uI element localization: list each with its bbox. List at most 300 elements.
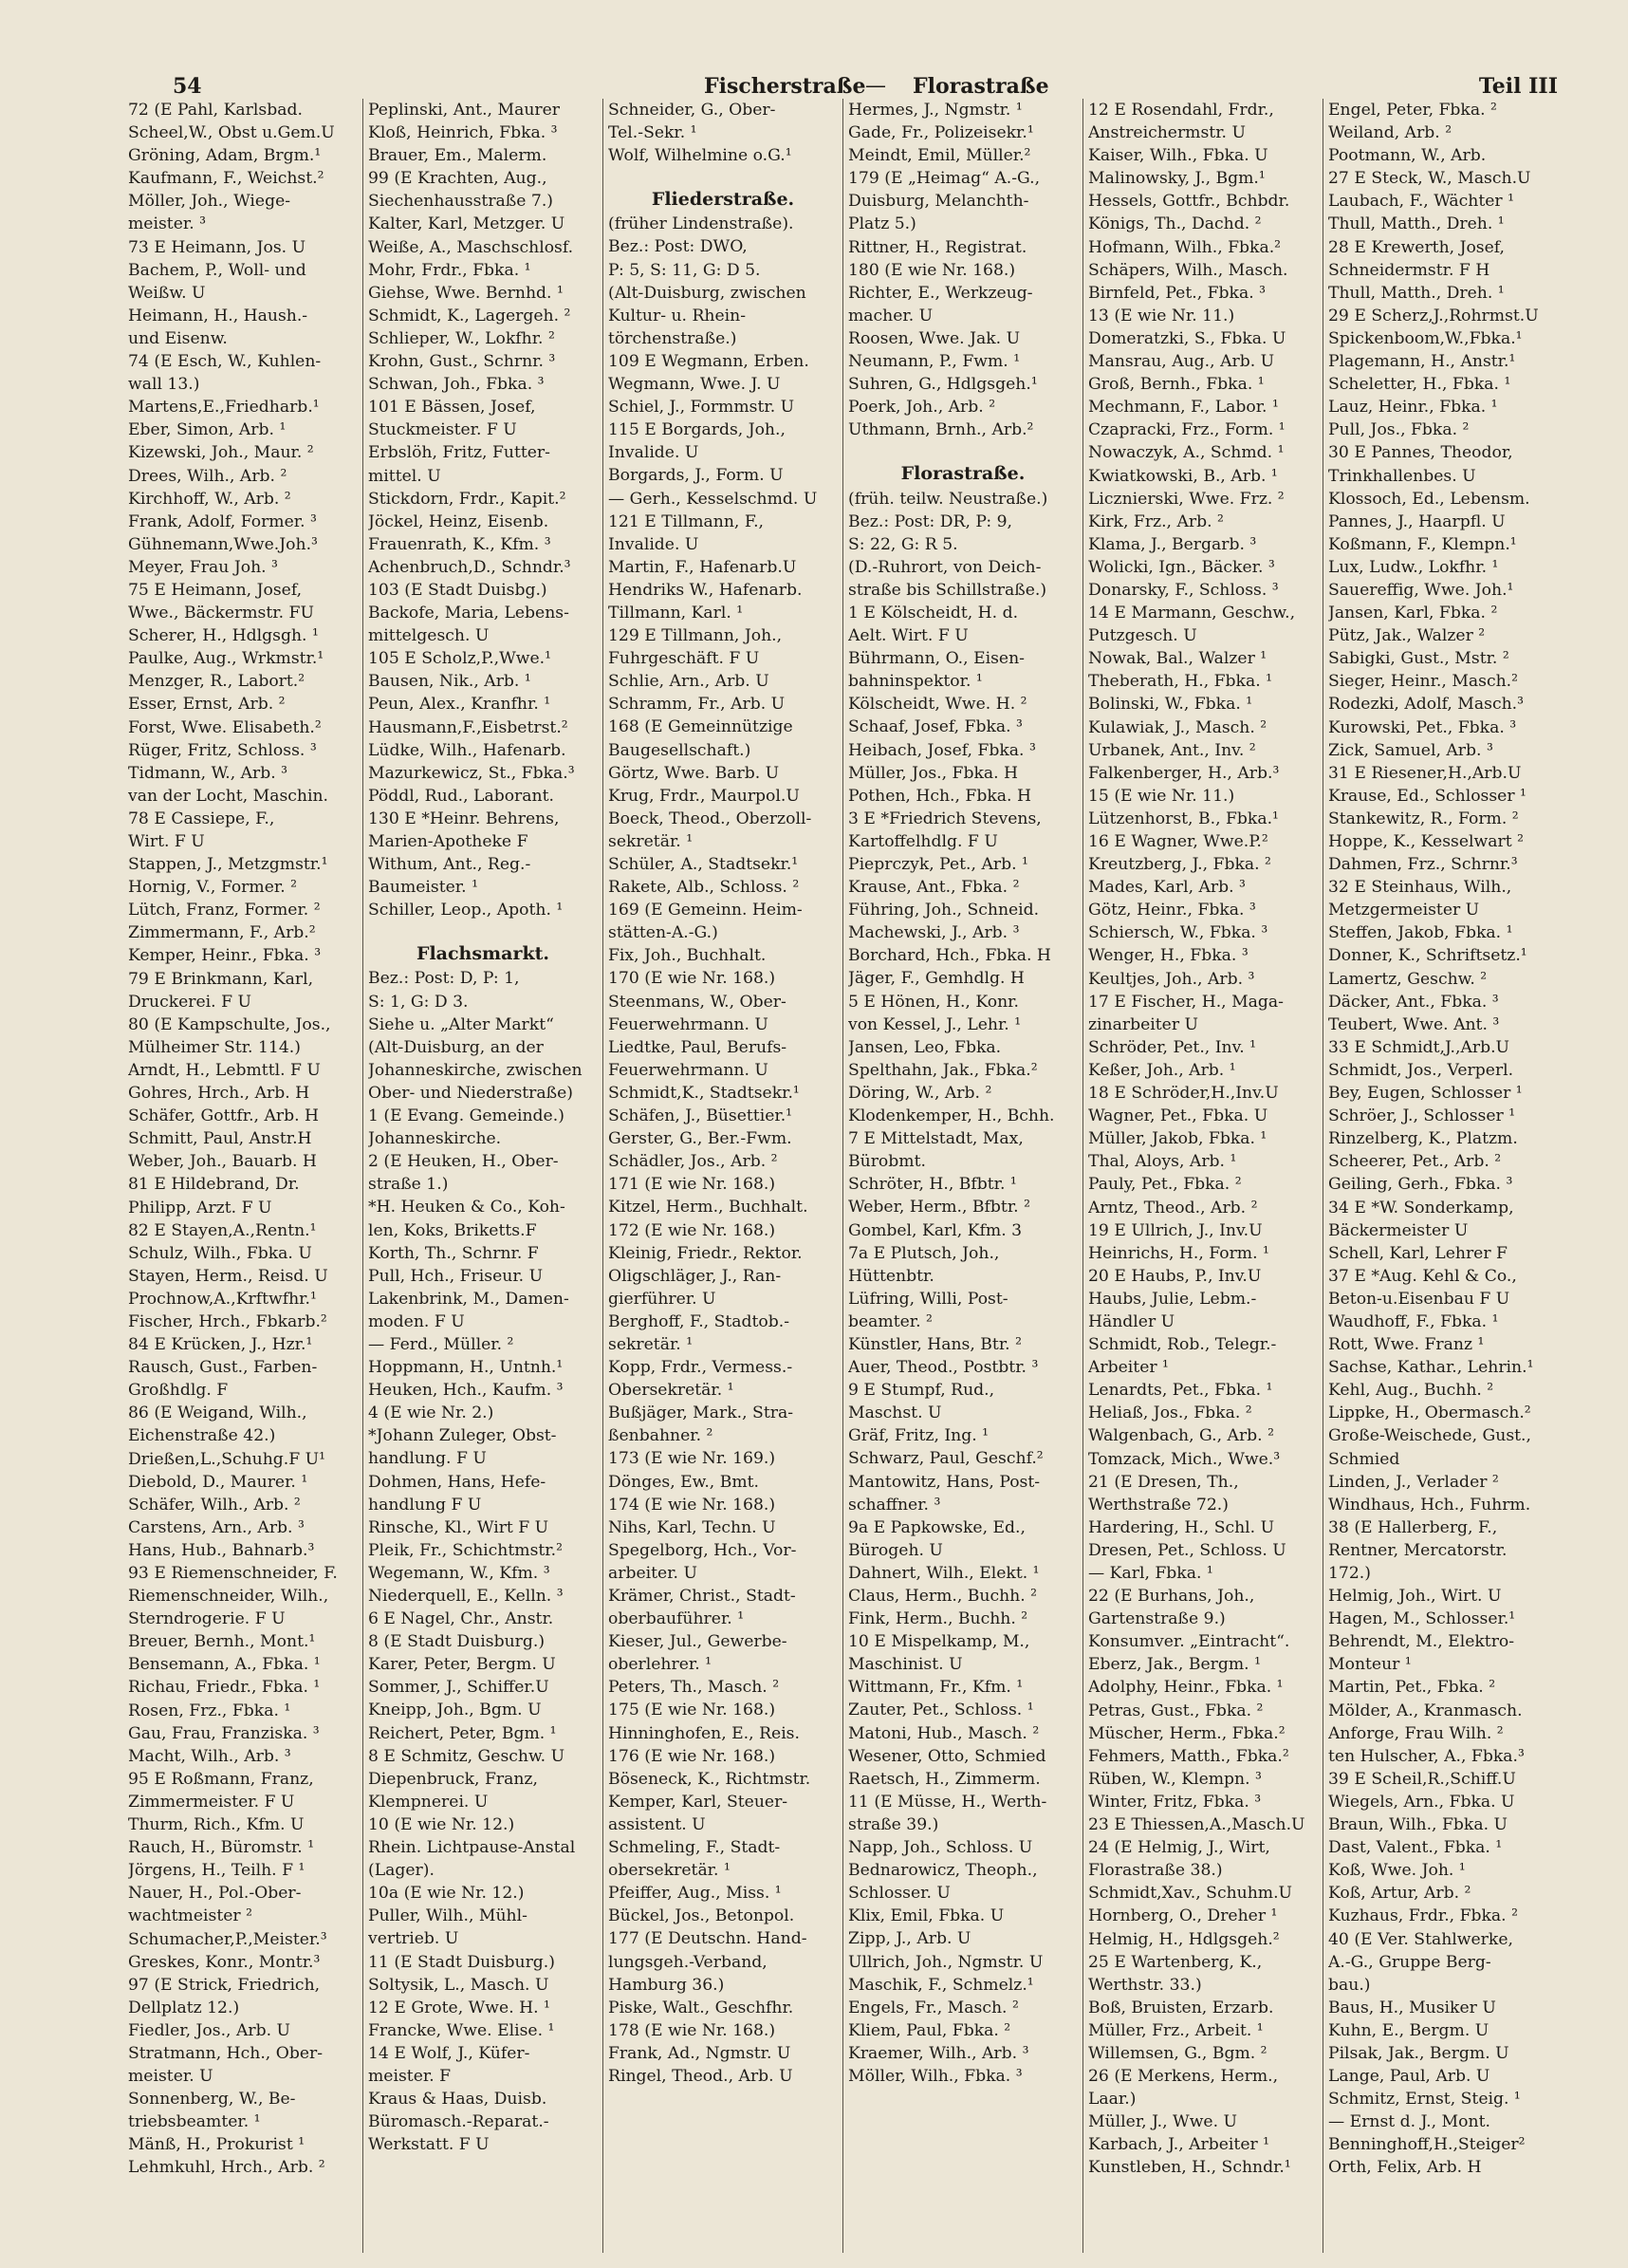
directory-entry: Donarsky, F., Schloss. ³ <box>1088 580 1279 600</box>
directory-entry: Laar.) <box>1088 2090 1137 2110</box>
directory-entry: Kieser, Jul., Gewerbe- <box>608 1632 787 1652</box>
directory-entry: zinarbeiter U <box>1088 1014 1198 1034</box>
directory-entry: Schmidt, Rob., Telegr.- <box>1088 1335 1277 1355</box>
directory-entry: Arndt, H., Lebmttl. F U <box>128 1060 321 1080</box>
directory-entry: Sabigki, Gust., Mstr. ² <box>1328 649 1509 669</box>
directory-entry: Peplinski, Ant., Maurer <box>368 101 560 120</box>
directory-entry: wall 13.) <box>128 375 200 395</box>
directory-entry: Frank, Ad., Ngmstr. U <box>608 2043 791 2063</box>
directory-entry: 177 (E Deutschn. Hand- <box>608 1929 807 1949</box>
directory-entry: Weber, Joh., Bauarb. H <box>128 1152 317 1172</box>
directory-entry: Nowak, Bal., Walzer ¹ <box>1088 649 1267 669</box>
directory-entry: Maschst. U <box>848 1404 942 1423</box>
directory-entry: Kölscheidt, Wwe. H. ² <box>848 695 1027 715</box>
directory-entry: 178 (E wie Nr. 168.) <box>608 2020 776 2040</box>
directory-entry: Lippke, H., Obermasch.² <box>1328 1404 1531 1423</box>
directory-entry: arbeiter. U <box>608 1563 697 1583</box>
directory-entry: beamter. ² <box>848 1311 933 1331</box>
directory-entry: 99 (E Krachten, Aug., <box>368 169 547 189</box>
directory-entry: *Johann Zuleger, Obst- <box>368 1426 557 1446</box>
directory-entry: Pilsak, Jak., Bergm. U <box>1328 2043 1509 2063</box>
directory-entry: Kemper, Karl, Steuer- <box>608 1792 788 1812</box>
directory-entry: Zauter, Pet., Schloss. ¹ <box>848 1701 1034 1720</box>
directory-entry: Stankewitz, R., Form. ² <box>1328 809 1519 828</box>
directory-entry: Napp, Joh., Schloss. U <box>848 1838 1033 1858</box>
directory-entry: 32 E Steinhaus, Wilh., <box>1328 878 1512 898</box>
directory-entry: Schell, Karl, Lehrer F <box>1328 1243 1508 1263</box>
directory-entry: Rentner, Mercatorstr. <box>1328 1540 1508 1560</box>
directory-entry: Heibach, Josef, Fbka. ³ <box>848 740 1036 760</box>
directory-entry: meister. U <box>128 2067 213 2087</box>
directory-entry: 129 E Tillmann, Joh., <box>608 626 783 646</box>
directory-entry: Schüler, A., Stadtsekr.¹ <box>608 855 799 874</box>
directory-entry: Zimmermeister. F U <box>128 1792 295 1812</box>
directory-entry: Teubert, Wwe. Ant. ³ <box>1328 1014 1500 1034</box>
directory-entry: Gade, Fr., Polizeisekr.¹ <box>848 123 1034 143</box>
directory-entry: oberbauführer. ¹ <box>608 1609 745 1629</box>
directory-entry: Kartoffelhdlg. F U <box>848 831 998 851</box>
directory-entry: 93 E Riemenschneider, F. <box>128 1564 338 1583</box>
directory-entry: A.-G., Gruppe Berg- <box>1328 1952 1491 1972</box>
directory-entry: wachtmeister ² <box>128 1906 252 1926</box>
directory-entry: Bürogeh. U <box>848 1540 943 1560</box>
directory-entry: Ullrich, Joh., Ngmstr. U <box>848 1952 1044 1972</box>
directory-entry: Kraemer, Wilh., Arb. ³ <box>848 2043 1029 2063</box>
directory-entry: 170 (E wie Nr. 168.) <box>608 969 776 989</box>
directory-entry: 174 (E wie Nr. 168.) <box>608 1495 776 1515</box>
directory-entry: Rinsche, Kl., Wirt F U <box>368 1517 549 1537</box>
directory-entry: Drees, Wilh., Arb. ² <box>128 466 287 486</box>
directory-entry: Kehl, Aug., Buchh. ² <box>1328 1381 1494 1401</box>
directory-entry: Fiedler, Jos., Arb. U <box>128 2020 291 2040</box>
directory-entry: 180 (E wie Nr. 168.) <box>848 260 1016 280</box>
directory-entry: Diepenbruck, Franz, <box>368 1769 538 1789</box>
directory-entry: Schmitz, Ernst, Steig. ¹ <box>1328 2090 1521 2110</box>
directory-entry: Mülheimer Str. 114.) <box>128 1037 301 1057</box>
directory-entry: Werkstatt. F U <box>368 2135 490 2155</box>
directory-entry: Richter, E., Werkzeug- <box>848 283 1033 303</box>
directory-entry: Sonnenberg, W., Be- <box>128 2090 296 2110</box>
directory-entry: Dahmen, Frz., Schrnr.³ <box>1328 855 1518 875</box>
directory-entry: Thull, Matth., Dreh. ¹ <box>1328 214 1505 234</box>
directory-column <box>363 99 603 2253</box>
directory-entry: Baumeister. ¹ <box>368 878 478 898</box>
directory-entry: Müller, J., Wwe. U <box>1088 2112 1237 2132</box>
directory-entry: Wwe., Bäckermstr. FU <box>128 604 314 623</box>
directory-entry: Heimann, H., Haush.- <box>128 306 308 325</box>
directory-entry: 9 E Stumpf, Rud., <box>848 1381 995 1401</box>
directory-entry: Reichert, Peter, Bgm. ¹ <box>368 1723 557 1743</box>
part-label: Teil III <box>1478 74 1558 99</box>
directory-entry: Zipp, J., Arb. U <box>848 1929 971 1949</box>
directory-entry: Siechenhausstraße 7.) <box>368 192 553 212</box>
directory-entry: 103 (E Stadt Duisbg.) <box>368 580 547 600</box>
directory-entry: Künstler, Hans, Btr. ² <box>848 1334 1022 1354</box>
directory-entry: Klix, Emil, Fbka. U <box>848 1906 1005 1926</box>
directory-entry: Pieprczyk, Pet., Arb. ¹ <box>848 855 1028 874</box>
directory-entry: Obersekretär. ¹ <box>608 1381 734 1401</box>
directory-entry: Ringel, Theod., Arb. U <box>608 2066 793 2086</box>
directory-entry: Richau, Friedr., Fbka. ¹ <box>128 1678 321 1698</box>
directory-entry: Breuer, Bernh., Mont.¹ <box>128 1632 316 1652</box>
directory-entry: triebsbeamter. ¹ <box>128 2112 261 2132</box>
directory-entry: 6 E Nagel, Chr., Anstr. <box>368 1609 554 1629</box>
directory-column <box>123 99 363 2253</box>
directory-entry: Hoppe, K., Kesselwart ² <box>1328 832 1524 851</box>
directory-entry: Thurm, Rich., Kfm. U <box>128 1815 305 1835</box>
directory-entry: Klempnerei. U <box>368 1792 489 1812</box>
directory-entry: Nauer, H., Pol.-Ober- <box>128 1884 302 1904</box>
directory-entry: Bensemann, A., Fbka. ¹ <box>128 1655 321 1675</box>
directory-entry: gierführer. U <box>608 1289 716 1309</box>
directory-entry: 173 (E wie Nr. 169.) <box>608 1449 776 1469</box>
directory-entry: Monteur ¹ <box>1328 1655 1412 1675</box>
directory-column <box>1323 99 1563 2253</box>
directory-entry: Wegemann, W., Kfm. ³ <box>368 1563 550 1583</box>
directory-entry: Lütch, Franz, Former. ² <box>128 901 321 920</box>
directory-entry: Sterndrogerie. F U <box>128 1609 286 1629</box>
directory-entry: Meindt, Emil, Müller.² <box>848 146 1031 166</box>
directory-entry: Müller, Jos., Fbka. H <box>848 763 1019 783</box>
directory-entry: assistent. U <box>608 1814 706 1834</box>
directory-entry: Rosen, Frz., Fbka. ¹ <box>128 1701 291 1720</box>
directory-entry: Weißw. U <box>128 283 206 303</box>
directory-entry: Suhren, G., Hdlgsgeh.¹ <box>848 375 1038 395</box>
directory-entry: törchenstraße.) <box>608 328 737 348</box>
directory-entry: Nihs, Karl, Techn. U <box>608 1517 776 1537</box>
directory-entry: Eber, Simon, Arb. ¹ <box>128 420 287 440</box>
directory-entry: Achenbruch,D., Schndr.³ <box>368 557 571 577</box>
directory-entry: 40 (E Ver. Stahlwerke, <box>1328 1929 1513 1949</box>
directory-entry: Werthstr. 33.) <box>1088 1975 1202 1995</box>
directory-entry: Peun, Alex., Kranfhr. ¹ <box>368 695 551 715</box>
directory-entry: 39 E Scheil,R.,Schiff.U <box>1328 1769 1516 1789</box>
directory-entry: 73 E Heimann, Jos. U <box>128 237 306 257</box>
directory-entry: Mazurkewicz, St., Fbka.³ <box>368 763 575 783</box>
directory-entry: Feuerwehrmann. U <box>608 1060 768 1080</box>
directory-entry: 1 (E Evang. Gemeinde.) <box>368 1106 564 1126</box>
directory-entry: Gräf, Fritz, Ing. ¹ <box>848 1426 990 1446</box>
directory-entry: *H. Heuken & Co., Koh- <box>368 1198 565 1218</box>
directory-entry: Hamburg 36.) <box>608 1975 725 1995</box>
directory-entry: Stuckmeister. F U <box>368 420 517 440</box>
directory-entry: 9a E Papkowske, Ed., <box>848 1517 1026 1537</box>
directory-entry: Klodenkemper, H., Bchh. <box>848 1106 1055 1126</box>
directory-entry: 14 E Wolf, J., Küfer- <box>368 2043 530 2063</box>
directory-entry: 168 (E Gemeinnützige <box>608 717 793 737</box>
directory-entry: Zick, Samuel, Arb. ³ <box>1328 740 1493 760</box>
directory-entry: Rüger, Fritz, Schloss. ³ <box>128 740 317 760</box>
directory-entry: Baugesellschaft.) <box>608 740 751 760</box>
directory-entry: 84 E Krücken, J., Hzr.¹ <box>128 1335 313 1355</box>
directory-entry: Borgards, J., Form. U <box>608 466 784 486</box>
directory-entry: Kunstleben, H., Schndr.¹ <box>1088 2158 1291 2178</box>
directory-entry: (früher Lindenstraße). <box>608 214 794 234</box>
directory-entry: Keßer, Joh., Arb. ¹ <box>1088 1060 1236 1080</box>
directory-entry: Groß, Bernh., Fbka. ¹ <box>1088 375 1265 395</box>
directory-entry: Pleik, Fr., Schichtmstr.² <box>368 1540 563 1560</box>
directory-entry: 12 E Grote, Wwe. H. ¹ <box>368 1998 550 2017</box>
directory-entry: Schmitt, Paul, Anstr.H <box>128 1129 312 1149</box>
directory-entry: Werthstraße 72.) <box>1088 1495 1229 1515</box>
directory-entry: Liedtke, Paul, Berufs- <box>608 1037 787 1057</box>
directory-entry: Urbanek, Ant., Inv. ² <box>1088 740 1256 760</box>
directory-entry: Aelt. Wirt. F U <box>848 626 969 646</box>
directory-entry: Poerk, Joh., Arb. ² <box>848 398 996 418</box>
directory-entry: Maschinist. U <box>848 1655 963 1675</box>
directory-entry: Böseneck, K., Richtmstr. <box>608 1769 811 1789</box>
directory-entry: Klossoch, Ed., Lebensm. <box>1328 489 1530 509</box>
directory-entry: Schlosser. U <box>848 1884 951 1904</box>
directory-entry: Maschik, F., Schmelz.¹ <box>848 1975 1034 1995</box>
directory-entry: ten Hulscher, A., Fbka.³ <box>1328 1746 1525 1766</box>
directory-entry: Scheerer, Pet., Arb. ² <box>1328 1152 1502 1172</box>
directory-entry: Schlieper, W., Lokfhr. ² <box>368 328 555 348</box>
directory-entry: Däcker, Ant., Fbka. ³ <box>1328 992 1499 1012</box>
directory-entry: Döring, W., Arb. ² <box>848 1083 992 1103</box>
directory-entry: Rakete, Alb., Schloss. ² <box>608 878 800 898</box>
directory-entry: Mansrau, Aug., Arb. U <box>1088 352 1275 372</box>
directory-entry: 169 (E Gemeinn. Heim- <box>608 901 803 920</box>
directory-entry: Kitzel, Herm., Buchhalt. <box>608 1198 808 1218</box>
directory-entry: Birnfeld, Pet., Fbka. ³ <box>1088 283 1267 303</box>
directory-entry: Gartenstraße 9.) <box>1088 1609 1226 1629</box>
directory-entry: Eberz, Jak., Bergm. ¹ <box>1088 1655 1261 1675</box>
directory-entry: 7 E Mittelstadt, Max, <box>848 1129 1024 1149</box>
directory-entry: Francke, Wwe. Elise. ¹ <box>368 2020 555 2040</box>
directory-entry: Frauenrath, K., Kfm. ³ <box>368 534 551 554</box>
directory-entry: mittelgesch. U <box>368 626 490 646</box>
directory-entry: 105 E Scholz,P.,Wwe.¹ <box>368 649 552 669</box>
directory-entry: Gohres, Hrch., Arb. H <box>128 1084 310 1104</box>
directory-entry: Königs, Th., Dachd. ² <box>1088 214 1262 234</box>
directory-entry: 8 E Schmitz, Geschw. U <box>368 1746 565 1766</box>
directory-entry: Krause, Ant., Fbka. ² <box>848 878 1020 898</box>
directory-entry: obersekretär. ¹ <box>608 1861 731 1881</box>
directory-entry: Kulawiak, J., Masch. ² <box>1088 717 1267 737</box>
directory-entry: Jäger, F., Gemhdlg. H <box>848 969 1025 989</box>
directory-entry: Metzgermeister U <box>1328 901 1480 920</box>
directory-entry: Koß, Wwe. Joh. ¹ <box>1328 1861 1466 1881</box>
directory-entry: 5 E Hönen, H., Konr. <box>848 992 1019 1012</box>
directory-entry: Pütz, Jak., Walzer ² <box>1328 626 1486 646</box>
directory-entry: Gröning, Adam, Brgm.¹ <box>128 146 322 166</box>
directory-entry: Rüben, W., Klempn. ³ <box>1088 1769 1262 1789</box>
directory-entry: Hüttenbtr. <box>848 1266 934 1286</box>
directory-entry: 179 (E „Heimag“ A.-G., <box>848 169 1041 189</box>
directory-entry: Klama, J., Bergarb. ³ <box>1088 534 1257 554</box>
directory-entry: Großhdlg. F <box>128 1381 229 1401</box>
directory-entry: Wenger, H., Fbka. ³ <box>1088 946 1249 966</box>
directory-entry: (D.-Ruhrort, von Deich- <box>848 557 1042 577</box>
directory-entry: Martens,E.,Friedharb.¹ <box>128 398 320 418</box>
directory-entry: Mantowitz, Hans, Post- <box>848 1472 1041 1492</box>
directory-entry: Lamertz, Geschw. ² <box>1328 969 1488 989</box>
directory-entry: Jöckel, Heinz, Eisenb. <box>368 511 549 531</box>
directory-entry: Kliem, Paul, Fbka. ² <box>848 2020 1011 2040</box>
directory-entry: Möller, Wilh., Fbka. ³ <box>848 2066 1023 2086</box>
directory-entry: Müller, Jakob, Fbka. ¹ <box>1088 1129 1267 1149</box>
directory-entry: Piske, Walt., Geschfhr. <box>608 1998 794 2017</box>
directory-entry: Wiegels, Arn., Fbka. U <box>1328 1792 1515 1812</box>
directory-entry: Lenardts, Pet., Fbka. ¹ <box>1088 1381 1273 1401</box>
directory-entry: Hagen, M., Schlosser.¹ <box>1328 1609 1516 1629</box>
directory-entry: Rauch, H., Büromstr. ¹ <box>128 1838 315 1858</box>
directory-entry: Braun, Wilh., Fbka. U <box>1328 1815 1508 1835</box>
directory-entry: Siehe u. „Alter Markt“ <box>368 1014 554 1034</box>
directory-entry: Fink, Herm., Buchh. ² <box>848 1609 1028 1629</box>
directory-entry: Schädler, Jos., Arb. ² <box>608 1152 778 1172</box>
directory-entry: vertrieb. U <box>368 1929 459 1949</box>
directory-entry: Schmidt,Xav., Schuhm.U <box>1088 1884 1293 1904</box>
directory-entry: Baus, H., Musiker U <box>1328 1998 1496 2017</box>
directory-entry: Domeratzki, S., Fbka. U <box>1088 328 1286 348</box>
directory-entry: Riemenschneider, Wilh., <box>128 1587 329 1607</box>
directory-entry: Kaufmann, F., Weichst.² <box>128 169 324 189</box>
directory-entry: Walgenbach, G., Arb. ² <box>1088 1426 1274 1446</box>
directory-entry: Rhein. Lichtpause-Anstal <box>368 1838 576 1858</box>
directory-entry: 37 E *Aug. Kehl & Co., <box>1328 1266 1517 1286</box>
directory-entry: Bachem, P., Woll- und <box>128 260 306 280</box>
directory-entry: Rott, Wwe. Franz ¹ <box>1328 1335 1485 1355</box>
directory-entry: Hermes, J., Ngmstr. ¹ <box>848 101 1023 120</box>
directory-entry: P: 5, S: 11, G: D 5. <box>608 260 761 280</box>
directory-entry: Steenmans, W., Ober- <box>608 992 786 1012</box>
directory-entry: Möller, Joh., Wiege- <box>128 192 291 212</box>
directory-entry: straße 39.) <box>848 1814 939 1834</box>
directory-entry: Kirk, Frz., Arb. ² <box>1088 511 1224 531</box>
directory-entry: Invalide. U <box>608 443 699 463</box>
directory-entry: Lüdke, Wilh., Hafenarb. <box>368 740 566 760</box>
directory-entry: 82 E Stayen,A.,Rentn.¹ <box>128 1220 317 1240</box>
directory-entry: 172.) <box>1328 1564 1371 1583</box>
directory-entry: 121 E Tillmann, F., <box>608 511 765 531</box>
directory-columns <box>123 99 1565 2253</box>
directory-entry: Spickenboom,W.,Fbka.¹ <box>1328 328 1523 348</box>
directory-entry: Raetsch, H., Zimmerm. <box>848 1769 1041 1789</box>
directory-entry: Plagemann, H., Anstr.¹ <box>1328 352 1516 372</box>
directory-entry: Sieger, Heinr., Masch.² <box>1328 672 1519 692</box>
directory-entry: Pull, Hch., Friseur. U <box>368 1266 544 1286</box>
directory-entry: 16 E Wagner, Wwe.P.² <box>1088 832 1268 851</box>
directory-entry: Scherer, H., Hdlgsgh. ¹ <box>128 626 319 646</box>
directory-entry: Haubs, Julie, Lebm.- <box>1088 1289 1257 1309</box>
directory-entry: Pothen, Hch., Fbka. H <box>848 786 1031 806</box>
directory-entry: Gombel, Karl, Kfm. 3 <box>848 1220 1023 1240</box>
directory-entry: Fix, Joh., Buchhalt. <box>608 946 767 966</box>
directory-entry: Hausmann,F.,Eisbetrst.² <box>368 717 568 737</box>
directory-entry: Giehse, Wwe. Bernhd. ¹ <box>368 283 564 303</box>
directory-entry: Trinkhallenbes. U <box>1328 466 1476 486</box>
directory-entry: Karbach, J., Arbeiter ¹ <box>1088 2135 1270 2155</box>
directory-entry: Schmidt, Jos., Verperl. <box>1328 1060 1514 1080</box>
directory-entry: Martin, F., Hafenarb.U <box>608 557 797 577</box>
directory-entry: Kalter, Karl, Metzger. U <box>368 214 565 234</box>
directory-entry: Malinowsky, J., Bgm.¹ <box>1088 169 1266 189</box>
directory-entry: ßenbahner. ² <box>608 1426 713 1446</box>
directory-entry: Götz, Heinr., Fbka. ³ <box>1088 901 1256 920</box>
directory-entry: Fischer, Hrch., Fbkarb.² <box>128 1311 327 1331</box>
directory-entry: Kneipp, Joh., Bgm. U <box>368 1701 542 1720</box>
directory-entry: Bückel, Jos., Betonpol. <box>608 1906 795 1926</box>
directory-entry: Menzger, R., Labort.² <box>128 672 305 692</box>
directory-entry: Invalide. U <box>608 534 699 554</box>
directory-entry: 30 E Pannes, Theodor, <box>1328 443 1513 463</box>
directory-entry: Schramm, Fr., Arb. U <box>608 695 786 715</box>
directory-entry: Philipp, Arzt. F U <box>128 1198 272 1218</box>
directory-entry: Czapracki, Frz., Form. ¹ <box>1088 420 1286 440</box>
directory-entry: Mölder, A., Kranmasch. <box>1328 1701 1523 1720</box>
directory-entry: 115 E Borgards, Joh., <box>608 420 786 440</box>
directory-entry: Konsumver. „Eintracht“. <box>1088 1632 1290 1652</box>
directory-entry: Neumann, P., Fwm. ¹ <box>848 352 1021 372</box>
directory-entry: Licznierski, Wwe. Frz. ² <box>1088 489 1285 509</box>
directory-entry: Martin, Pet., Fbka. ² <box>1328 1678 1496 1698</box>
directory-entry: Stappen, J., Metzgmstr.¹ <box>128 855 328 875</box>
directory-entry: Kizewski, Joh., Maur. ² <box>128 443 314 463</box>
directory-entry: Schmidt,K., Stadtsekr.¹ <box>608 1083 800 1103</box>
directory-entry: (Lager). <box>368 1861 435 1881</box>
directory-entry: 14 E Marmann, Geschw., <box>1088 604 1296 623</box>
directory-entry: 172 (E wie Nr. 168.) <box>608 1220 776 1240</box>
directory-entry: Mänß, H., Prokurist ¹ <box>128 2135 305 2155</box>
directory-entry: 4 (E wie Nr. 2.) <box>368 1404 494 1423</box>
directory-entry: Dohmen, Hans, Hefe- <box>368 1472 546 1492</box>
directory-entry: Schäpers, Wilh., Masch. <box>1088 260 1288 280</box>
directory-entry: schaffner. ³ <box>848 1495 941 1515</box>
directory-entry: (Alt-Duisburg, zwischen <box>608 283 806 303</box>
directory-entry: van der Locht, Maschin. <box>128 786 329 806</box>
directory-entry: Orth, Felix, Arb. H <box>1328 2158 1482 2178</box>
directory-entry: 75 E Heimann, Josef, <box>128 580 303 600</box>
directory-entry: Große-Weischede, Gust., <box>1328 1426 1531 1446</box>
page-number: 54 <box>173 74 202 99</box>
directory-entry: Kuzhaus, Frdr., Fbka. ² <box>1328 1906 1518 1926</box>
directory-entry: — Gerh., Kesselschmd. U <box>608 489 818 509</box>
directory-entry: Bez.: Post: DR, P: 9, <box>848 511 1013 531</box>
directory-entry: Bußjäger, Mark., Stra- <box>608 1404 794 1423</box>
street-heading: Flachsmarkt. <box>416 943 550 965</box>
directory-entry: Gühnemann,Wwe.Joh.³ <box>128 534 318 554</box>
running-head-dash: — <box>865 74 886 98</box>
directory-entry: Benninghoff,H.,Steiger² <box>1328 2135 1526 2155</box>
directory-entry: Eichenstraße 42.) <box>128 1426 276 1446</box>
directory-entry: Machewski, J., Arb. ³ <box>848 923 1020 943</box>
directory-entry: Kemper, Heinr., Fbka. ³ <box>128 946 322 966</box>
directory-entry: straße bis Schillstraße.) <box>848 580 1047 600</box>
directory-entry: 26 (E Merkens, Herm., <box>1088 2067 1279 2087</box>
directory-entry: Linden, J., Verlader ² <box>1328 1472 1499 1492</box>
directory-entry: Prochnow,A.,Krftwfhr.¹ <box>128 1289 317 1309</box>
directory-entry: und Eisenw. <box>128 328 228 348</box>
directory-entry: Anforge, Frau Wilh. ² <box>1328 1723 1504 1743</box>
directory-entry: Heinrichs, H., Form. ¹ <box>1088 1243 1269 1263</box>
directory-entry: Heuken, Hch., Kaufm. ³ <box>368 1381 564 1401</box>
directory-entry: Hans, Hub., Bahnarb.³ <box>128 1540 315 1560</box>
directory-entry: Pauly, Pet., Fbka. ² <box>1088 1175 1242 1195</box>
directory-entry: Schaaf, Josef, Fbka. ³ <box>848 717 1023 737</box>
directory-entry: bahninspektor. ¹ <box>848 672 983 692</box>
directory-entry: Wolf, Wilhelmine o.G.¹ <box>608 146 792 166</box>
directory-entry: Soltysik, L., Masch. U <box>368 1975 549 1995</box>
directory-entry: Niederquell, E., Kelln. ³ <box>368 1587 564 1606</box>
directory-entry: Bausen, Nik., Arb. ¹ <box>368 672 531 692</box>
directory-entry: Erbslöh, Fritz, Futter- <box>368 443 550 463</box>
directory-entry: 8 (E Stadt Duisburg.) <box>368 1632 546 1652</box>
directory-entry: Schäfen, J., Büsettier.¹ <box>608 1106 793 1126</box>
directory-entry: 23 E Thiessen,A.,Masch.U <box>1088 1815 1305 1835</box>
directory-entry: 109 E Wegmann, Erben. <box>608 351 809 371</box>
